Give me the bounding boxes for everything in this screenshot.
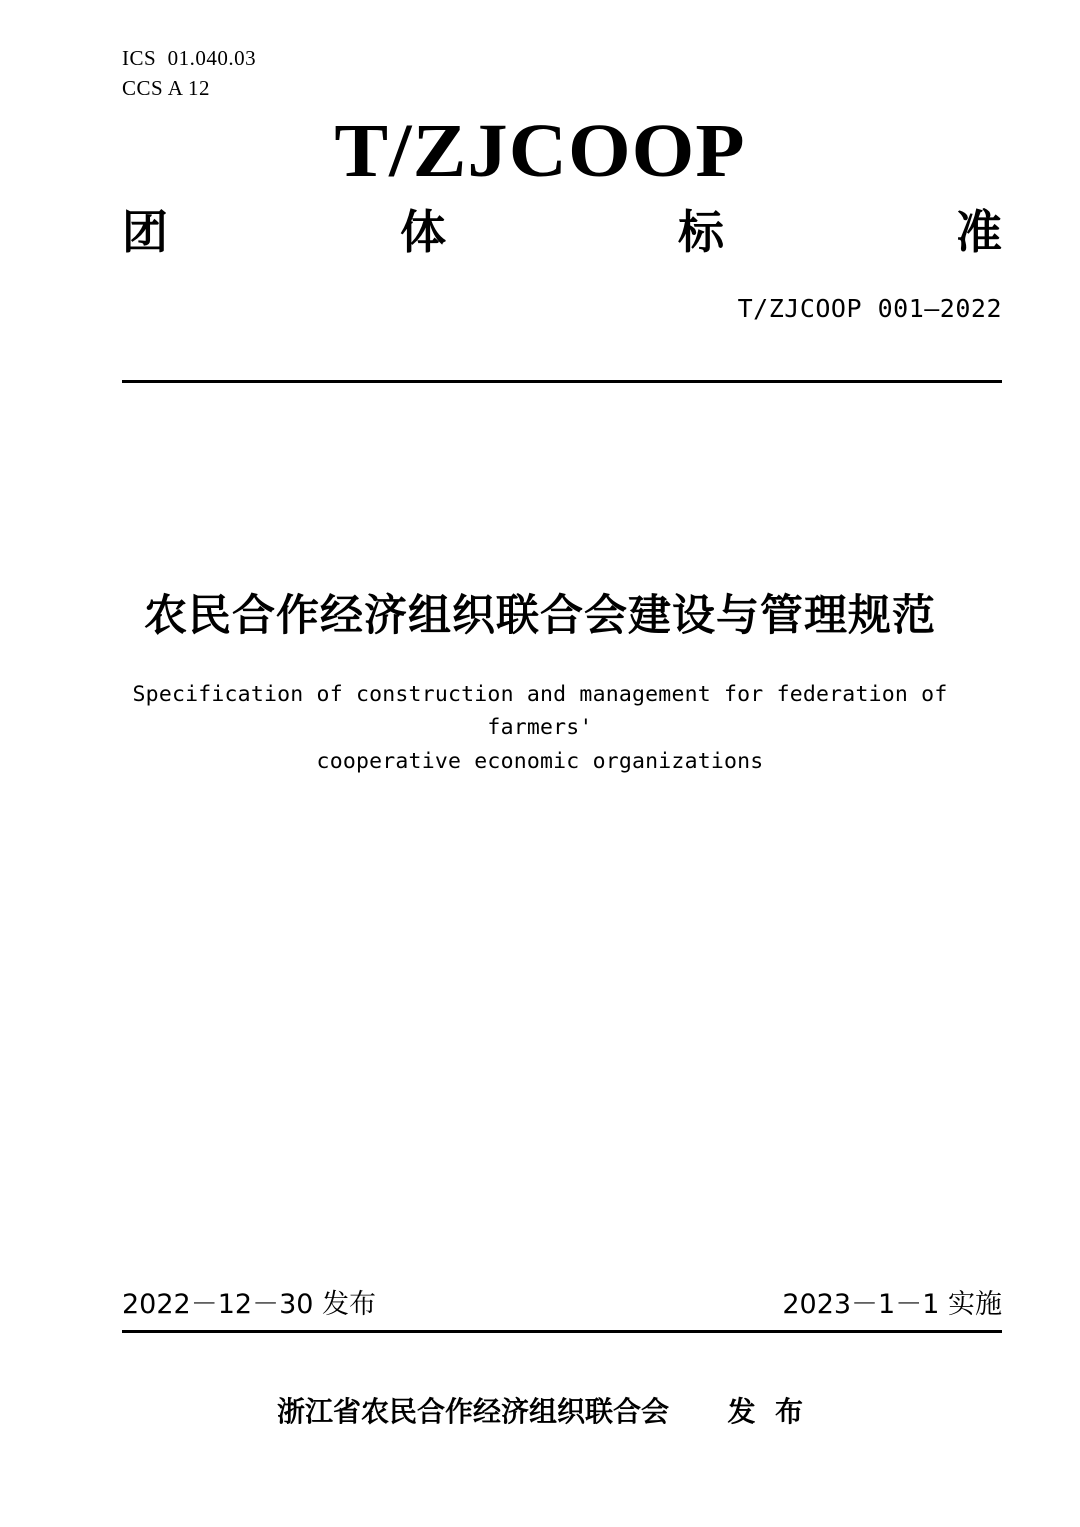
publisher-name: 浙江省农民合作经济组织联合会 发 布 (277, 1395, 803, 1428)
classification-codes (122, 44, 256, 104)
page-title-english-line-1: Specification of construction and management for federation of farmers' (132, 682, 948, 741)
standard-type-char-2: 体 (400, 205, 446, 259)
standard-type-char-1: 团 (122, 205, 168, 259)
page-title-english-line-2: cooperative economic organizations (316, 748, 764, 774)
ccs-code: CCS A 12 (122, 75, 211, 100)
standard-logo (0, 108, 1080, 195)
standard-type-char-4: 准 (956, 205, 1002, 259)
footer-divider (122, 1330, 1002, 1333)
issue-date: 2022－12－30 发布 (122, 1289, 377, 1320)
header-divider (122, 380, 1002, 383)
standard-number: T/ZJCOOP 001—2022 (737, 294, 1002, 323)
standard-type-char-3: 标 (678, 205, 724, 259)
date-row (122, 1282, 1002, 1321)
page-title-english (120, 678, 960, 778)
logo-text: T/ZJCOOP (334, 109, 746, 193)
effective-date: 2023－1－1 实施 (782, 1289, 1002, 1320)
ics-code: ICS 01.040.03 (122, 46, 257, 70)
standard-type-label (122, 196, 1002, 262)
page-title-chinese: 农民合作经济组织联合会建设与管理规范 (144, 591, 936, 641)
